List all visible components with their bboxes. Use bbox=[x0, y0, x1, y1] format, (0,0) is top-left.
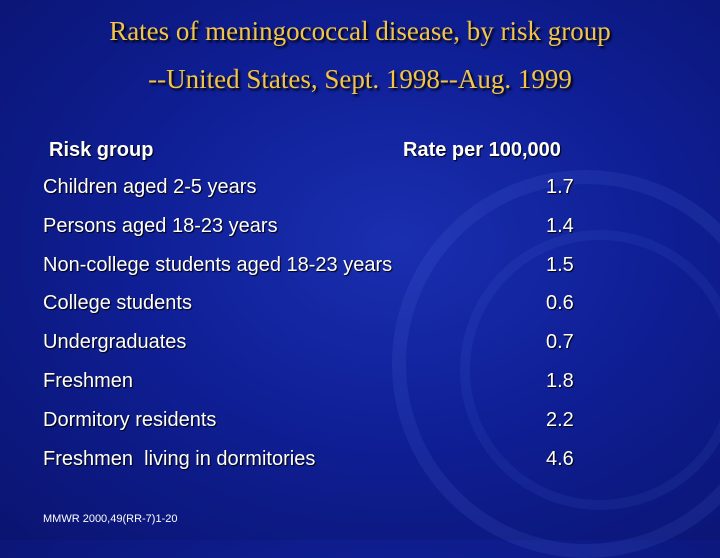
risk-group-label: Children aged 2-5 years bbox=[43, 176, 257, 198]
rate-value: 2.2 bbox=[546, 409, 574, 431]
slide-title-line2: --United States, Sept. 1998--Aug. 1999 bbox=[148, 64, 572, 94]
table-row bbox=[0, 409, 720, 439]
rate-value: 1.8 bbox=[546, 370, 574, 392]
rate-value: 1.5 bbox=[546, 254, 574, 276]
risk-group-label: Persons aged 18-23 years bbox=[43, 215, 278, 237]
column-header-rate: Rate per 100,000 bbox=[403, 139, 561, 161]
risk-group-label: Undergraduates bbox=[43, 331, 187, 353]
rate-value: 0.6 bbox=[546, 292, 574, 314]
table-row bbox=[0, 254, 720, 284]
risk-group-label: Freshmen living in dormitories bbox=[43, 448, 316, 470]
slide-title-line1: Rates of meningococcal disease, by risk group bbox=[109, 16, 611, 46]
table-row bbox=[0, 448, 720, 478]
table-row bbox=[0, 292, 720, 322]
rate-value: 1.7 bbox=[546, 176, 574, 198]
table-row bbox=[0, 331, 720, 361]
column-header-risk-group: Risk group bbox=[49, 139, 154, 161]
table-row bbox=[0, 215, 720, 245]
rate-value: 0.7 bbox=[546, 331, 574, 353]
table-row bbox=[0, 370, 720, 400]
rate-value: 1.4 bbox=[546, 215, 574, 237]
risk-group-label: Non-college students aged 18-23 years bbox=[43, 254, 393, 276]
table-row bbox=[0, 176, 720, 206]
rate-value: 4.6 bbox=[546, 448, 574, 470]
risk-group-label: Freshmen bbox=[43, 370, 134, 392]
risk-group-label: College students bbox=[43, 292, 192, 314]
source-citation: MMWR 2000,49(RR-7)1-20 bbox=[43, 513, 178, 525]
risk-group-label: Dormitory residents bbox=[43, 409, 217, 431]
